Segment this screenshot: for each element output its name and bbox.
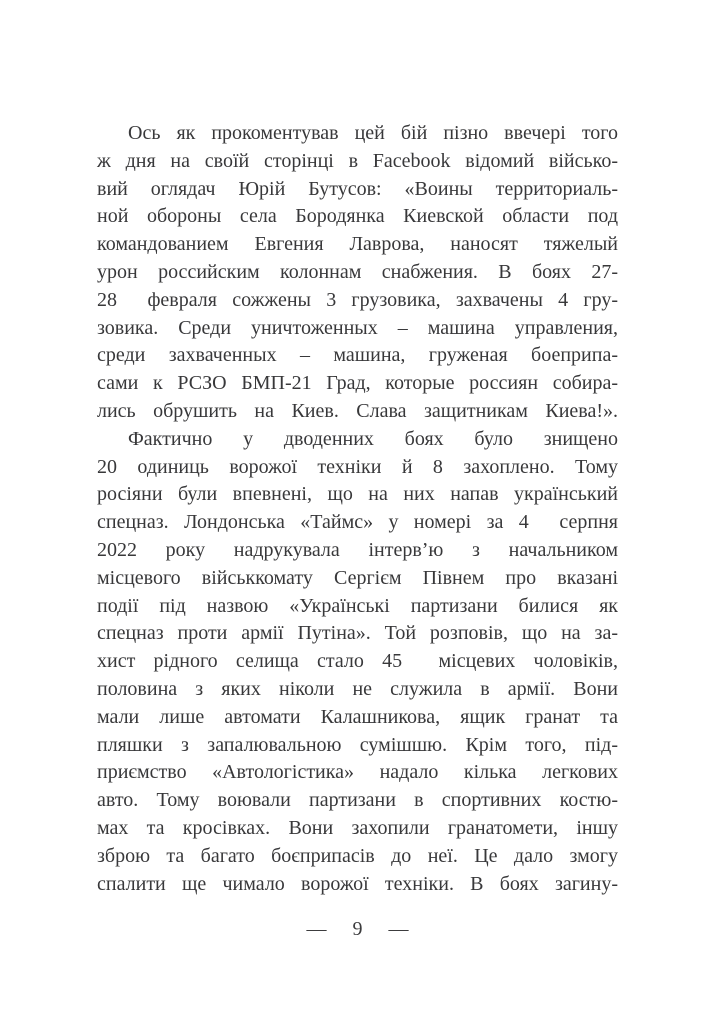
text-line: спалити ще чимало ворожої техніки. В боях загину- bbox=[97, 872, 618, 895]
text-line: командованием Евгения Лаврова, наносят тяжелый bbox=[97, 233, 618, 256]
page-footer bbox=[97, 918, 618, 941]
text-line: спецназ проти армії Путіна». Той розповів, що на за- bbox=[97, 622, 618, 645]
text-line: росіяни були впевнені, що на них напав український bbox=[97, 483, 618, 506]
text-line: половина з яких ніколи не служила в армії. Вони bbox=[97, 677, 618, 700]
text-line: вий оглядач Юрій Бутусов: «Воины территориаль- bbox=[97, 177, 618, 200]
text-line: среди захваченных – машина, груженая боеприпа- bbox=[97, 344, 618, 367]
text-line: мали лише автомати Калашникова, ящик гранат та bbox=[97, 705, 618, 728]
footer-dash-right: — bbox=[388, 918, 409, 940]
text-line: пляшки з запалювальною сумішшю. Крім того, під- bbox=[97, 733, 618, 756]
page-number: 9 bbox=[352, 918, 363, 940]
footer-dash-left: — bbox=[306, 918, 327, 940]
text-line: Фактично у дводенних боях було знищено bbox=[128, 427, 618, 450]
text-line: хист рідного селища стало 45 місцевих чоловіків, bbox=[97, 650, 618, 673]
text-line: зовика. Среди уничтоженных – машина управления, bbox=[97, 316, 618, 339]
paragraph bbox=[97, 120, 618, 426]
text-line: 28 февраля сожжены 3 грузовика, захвачены 4 гру- bbox=[97, 288, 618, 311]
text-line: урон российским колоннам снабжения. В боях 27- bbox=[97, 260, 618, 283]
text-line: авто. Тому воювали партизани в спортивних костю- bbox=[97, 789, 618, 812]
text-line: приємство «Автологістика» надало кілька легкових bbox=[97, 761, 618, 784]
text-line: ж дня на своїй сторінці в Facebook відомий військо- bbox=[97, 149, 618, 172]
text-line: лись обрушить на Киев. Слава защитникам Киева!». bbox=[97, 399, 618, 422]
text-line: Ось як прокоментував цей бій пізно ввечері того bbox=[128, 122, 618, 144]
text-line: події під назвою «Українські партизани билися як bbox=[97, 594, 618, 617]
text-line: 20 одиниць ворожої техніки й 8 захоплено. Тому bbox=[97, 455, 618, 478]
text-line: місцевого військкомату Сергієм Півнем про вказані bbox=[97, 566, 618, 589]
text-block bbox=[97, 120, 618, 898]
paragraph bbox=[97, 426, 618, 899]
text-line: спецназ. Лондонська «Таймс» у номері за 4 серпня bbox=[97, 511, 618, 534]
text-line: 2022 року надрукувала інтерв’ю з начальником bbox=[97, 538, 618, 561]
text-line: сами к РСЗО БМП-21 Град, которые россиян собира- bbox=[97, 372, 618, 395]
text-line: зброю та багато боєприпасів до неї. Це дало змогу bbox=[97, 844, 618, 867]
text-line: ной обороны села Бородянка Киевской области под bbox=[97, 205, 618, 228]
text-line: мах та кросівках. Вони захопили гранатомети, іншу bbox=[97, 816, 618, 839]
